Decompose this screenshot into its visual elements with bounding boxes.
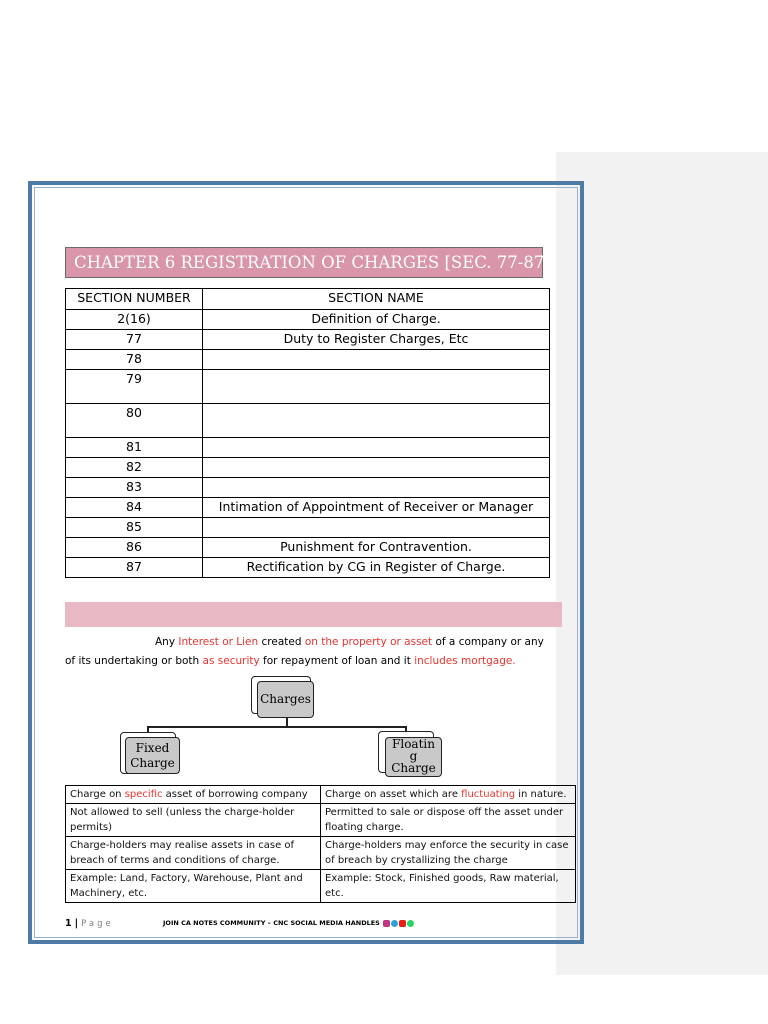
section-name-cell — [203, 458, 550, 478]
section-name-cell: Definition of Charge. — [203, 310, 550, 330]
page-number: 1 — [65, 918, 72, 929]
section-number-cell: 78 — [66, 350, 203, 370]
section-number-cell: 80 — [66, 404, 203, 438]
table-row — [66, 804, 576, 837]
section-name-cell — [203, 404, 550, 438]
section-name-cell — [203, 478, 550, 498]
fixed-charge-cell — [66, 804, 321, 837]
sections-table — [65, 288, 550, 578]
section-number-cell: 85 — [66, 518, 203, 538]
table-row — [66, 370, 550, 404]
section-name-cell — [203, 370, 550, 404]
comments-sidebar — [556, 152, 768, 975]
table-row — [66, 330, 550, 350]
social-icons — [382, 919, 414, 927]
section-name-cell: Duty to Register Charges, Etc — [203, 330, 550, 350]
table-row — [66, 518, 550, 538]
table-row — [66, 438, 550, 458]
section-number-cell: 82 — [66, 458, 203, 478]
table-row — [66, 498, 550, 518]
fixed-charge-label-line-2: Charge — [130, 756, 175, 770]
table-row — [66, 478, 550, 498]
body-text: in nature. — [515, 789, 567, 800]
comparison-table — [65, 785, 576, 903]
table-row — [66, 404, 550, 438]
table-row — [66, 538, 550, 558]
table-row — [66, 786, 576, 804]
highlight-text: includes mortgage. — [414, 655, 516, 667]
floating-charge-cell — [321, 804, 576, 837]
definition-heading-band — [65, 602, 562, 627]
floating-charge-cell — [321, 837, 576, 870]
charges-box — [257, 681, 314, 718]
floating-charge-cell — [321, 870, 576, 903]
table-row — [66, 870, 576, 903]
header-section-number: SECTION NUMBER — [66, 289, 203, 310]
floating-charge-box — [385, 737, 442, 777]
whatsapp-icon[interactable] — [407, 920, 414, 927]
section-number-cell: 84 — [66, 498, 203, 518]
highlight-text: as security — [202, 655, 260, 667]
section-number-cell: 77 — [66, 330, 203, 350]
connector-vertical-root — [286, 718, 288, 726]
body-text: Any — [155, 636, 179, 648]
section-number-cell: 81 — [66, 438, 203, 458]
section-name-cell — [203, 518, 550, 538]
section-name-cell: Punishment for Contravention. — [203, 538, 550, 558]
page-word: Page — [81, 919, 114, 929]
body-text: created — [258, 636, 305, 648]
sections-header-row — [66, 289, 550, 310]
body-text: Charge-holders may realise assets in case of breach of terms and conditions of charge. — [70, 840, 295, 866]
section-number-cell: 86 — [66, 538, 203, 558]
section-number-cell: 79 — [66, 370, 203, 404]
body-text: Example: Stock, Finished goods, Raw material, etc. — [325, 873, 559, 899]
highlight-text: fluctuating — [461, 789, 516, 800]
header-section-name: SECTION NAME — [203, 289, 550, 310]
section-number-cell: 87 — [66, 558, 203, 578]
body-text: Charge on — [70, 789, 125, 800]
footer — [65, 918, 380, 929]
fixed-charge-cell — [66, 786, 321, 804]
floating-charge-label-line-2: g — [409, 749, 418, 763]
fixed-charge-box — [125, 737, 180, 774]
definition-line-2 — [65, 655, 516, 667]
table-row — [66, 558, 550, 578]
body-text: Not allowed to sell (unless the charge-holder permits) — [70, 807, 295, 833]
youtube-icon[interactable] — [399, 920, 406, 927]
community-text — [163, 919, 414, 927]
body-text: Example: Land, Factory, Warehouse, Plant and Machinery, etc. — [70, 873, 303, 899]
highlight-text: on the property or asset — [304, 636, 433, 648]
chapter-title: CHAPTER 6 REGISTRATION OF CHARGES [SEC. 77-87] — [65, 247, 543, 278]
telegram-icon[interactable] — [391, 920, 398, 927]
highlight-text: Interest or Lien — [178, 636, 259, 648]
body-text: Permitted to sale or dispose off the asset under floating charge. — [325, 807, 564, 833]
section-name-cell — [203, 350, 550, 370]
section-name-cell: Intimation of Appointment of Receiver or Manager — [203, 498, 550, 518]
table-row — [66, 458, 550, 478]
body-text: Charge-holders may enforce the security in case of breach by crystallizing the charge — [325, 840, 569, 866]
body-text: asset of borrowing company — [162, 789, 308, 800]
instagram-icon[interactable] — [383, 920, 390, 927]
body-text: of a company or any — [432, 636, 544, 648]
definition-line-1 — [155, 636, 544, 648]
section-number-cell: 83 — [66, 478, 203, 498]
table-row — [66, 350, 550, 370]
section-name-cell — [203, 438, 550, 458]
table-row — [66, 310, 550, 330]
section-name-cell: Rectification by CG in Register of Charge. — [203, 558, 550, 578]
floating-charge-label-line-3: Charge — [391, 761, 436, 775]
page-separator: | — [74, 918, 79, 929]
section-number-cell: 2(16) — [66, 310, 203, 330]
connector-horizontal — [147, 726, 406, 728]
body-text: Charge on asset which are — [325, 789, 462, 800]
community-label: JOIN CA NOTES COMMUNITY – CNC SOCIAL MEDIA HANDLES — [163, 919, 380, 927]
highlight-text: specific — [124, 789, 163, 800]
body-text: of its undertaking or both — [65, 655, 203, 667]
floating-charge-cell — [321, 786, 576, 804]
charges-label: Charges — [260, 692, 311, 706]
fixed-charge-cell — [66, 870, 321, 903]
fixed-charge-cell — [66, 837, 321, 870]
floating-charge-label-line-1: Floatin — [392, 737, 435, 751]
body-text: for repayment of loan and it — [259, 655, 415, 667]
fixed-charge-label-line-1: Fixed — [135, 741, 170, 755]
table-row — [66, 837, 576, 870]
